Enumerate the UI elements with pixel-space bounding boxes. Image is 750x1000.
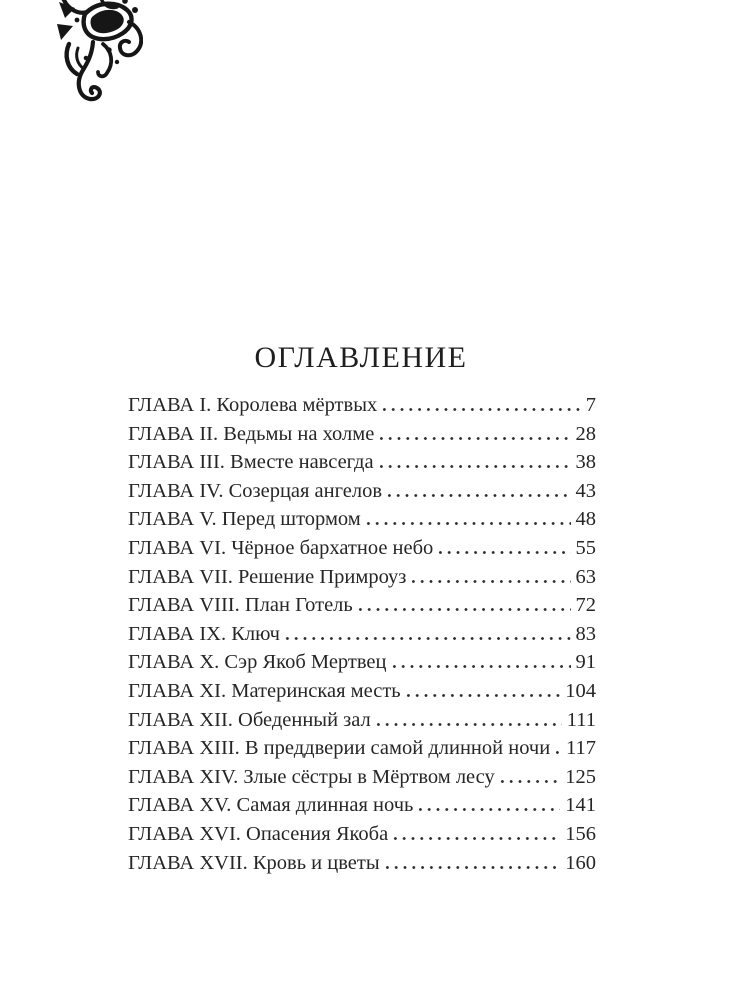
toc-entry-page-number: 63 <box>575 565 596 588</box>
toc-entry <box>128 480 596 509</box>
toc-entry-label: ГЛАВА III. Вместе навсегда <box>128 451 374 474</box>
toc-entry-label: ГЛАВА VIII. План Готель <box>128 594 353 617</box>
toc-entry <box>128 451 596 480</box>
toc-entry <box>128 709 596 738</box>
toc-entry-page-number: 43 <box>575 479 596 502</box>
toc-leader-dots <box>404 694 561 697</box>
toc-entry <box>128 794 596 823</box>
toc-entry-label: ГЛАВА XIII. В преддверии самой длинной ночи <box>128 737 551 760</box>
toc-leader-dots <box>356 608 571 611</box>
toc-entry-label: ГЛАВА VII. Решение Примроуз <box>128 565 407 588</box>
toc-entry <box>128 566 596 595</box>
toc-entry-page-number: 117 <box>566 737 596 760</box>
toc-entry <box>128 680 596 709</box>
toc-entry <box>128 537 596 566</box>
toc-entry-label: ГЛАВА X. Сэр Якоб Мертвец <box>128 651 387 674</box>
damask-corner-ornament-icon <box>55 0 143 106</box>
toc-entry-page-number: 160 <box>565 851 596 874</box>
toc-entry-label: ГЛАВА V. Перед штормом <box>128 508 361 531</box>
toc-entry-page-number: 141 <box>565 794 596 817</box>
toc-entry-page-number: 83 <box>575 622 596 645</box>
toc-entry-label: ГЛАВА XII. Обеденный зал <box>128 708 371 731</box>
toc-entry-page-number: 48 <box>575 508 596 531</box>
toc-leader-dots <box>436 551 570 554</box>
toc-leader-dots <box>498 780 561 783</box>
toc-leader-dots <box>380 408 581 411</box>
toc-leader-dots <box>391 837 560 840</box>
page-title: ОГЛАВЛЕНИЕ <box>254 341 468 374</box>
toc-entry <box>128 737 596 766</box>
toc-entry-label: ГЛАВА XI. Материнская месть <box>128 679 401 702</box>
toc-leader-dots <box>553 751 561 754</box>
toc-entry-label: ГЛАВА XVII. Кровь и цветы <box>128 851 380 874</box>
toc-entry-label: ГЛАВА IV. Созерцая ангелов <box>128 479 383 502</box>
toc-entry-page-number: 111 <box>566 708 596 731</box>
toc-entry <box>128 823 596 852</box>
toc-entry <box>128 423 596 452</box>
toc-entry <box>128 508 596 537</box>
toc-entry-label: ГЛАВА VI. Чёрное бархатное небо <box>128 536 434 559</box>
toc-entry-label: ГЛАВА XIV. Злые сёстры в Мёртвом лесу <box>128 765 495 788</box>
toc-leader-dots <box>374 723 562 726</box>
toc-leader-dots <box>377 437 570 440</box>
toc-entry-label: ГЛАВА II. Ведьмы на холме <box>128 422 375 445</box>
toc-leader-dots <box>385 494 570 497</box>
toc-entry <box>128 766 596 795</box>
toc-leader-dots <box>383 866 561 869</box>
toc-entry-page-number: 72 <box>575 594 596 617</box>
toc-leader-dots <box>364 522 571 525</box>
toc-entry-label: ГЛАВА XV. Самая длинная ночь <box>128 794 414 817</box>
toc-entry <box>128 852 596 881</box>
toc-entry-page-number: 91 <box>575 651 596 674</box>
toc-leader-dots <box>409 580 570 583</box>
toc-leader-dots <box>390 665 571 668</box>
toc-leader-dots <box>377 465 571 468</box>
table-of-contents <box>128 394 596 880</box>
toc-entry <box>128 623 596 652</box>
toc-entry-label: ГЛАВА IX. Ключ <box>128 622 280 645</box>
toc-entry-page-number: 104 <box>565 679 596 702</box>
toc-entry-page-number: 7 <box>585 394 596 416</box>
toc-entry <box>128 651 596 680</box>
toc-entry <box>128 394 596 423</box>
toc-entry <box>128 594 596 623</box>
toc-entry-page-number: 55 <box>575 536 596 559</box>
toc-entry-page-number: 125 <box>565 765 596 788</box>
toc-entry-page-number: 28 <box>575 422 596 445</box>
toc-entry-page-number: 38 <box>575 451 596 474</box>
toc-entry-page-number: 156 <box>565 822 596 845</box>
toc-entry-label: ГЛАВА I. Королева мёртвых <box>128 394 378 416</box>
toc-leader-dots <box>416 808 560 811</box>
toc-entry-label: ГЛАВА XVI. Опасения Якоба <box>128 822 389 845</box>
toc-leader-dots <box>283 637 571 640</box>
